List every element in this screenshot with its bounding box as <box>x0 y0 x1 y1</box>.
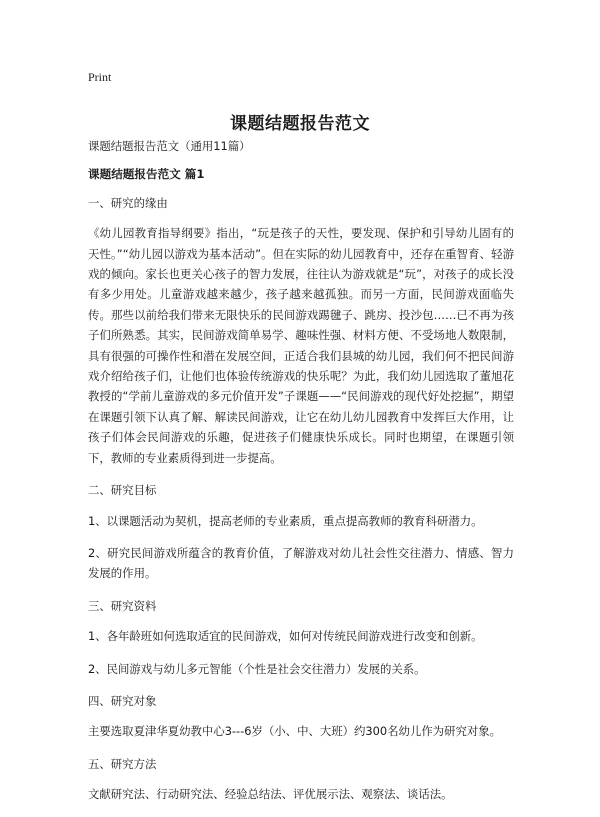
section-heading: 二、研究目标 <box>88 483 157 498</box>
paragraph: 主要选取夏津华夏幼教中心3---6岁（小、中、大班）约300名幼儿作为研究对象。 <box>88 724 502 739</box>
print-link[interactable]: Print <box>88 70 112 84</box>
paragraph: 2、研究民间游戏所蕴含的教育价值，了解游戏对幼儿社会性交往潜力、情感、智力发展的作用。 <box>88 545 514 581</box>
paragraph: 1、各年龄班如何选取适宜的民间游戏，如何对传统民间游戏进行改变和创新。 <box>88 629 483 644</box>
paragraph: 1、以课题活动为契机，提高老师的专业素质，重点提高教师的教育科研潜力。 <box>88 513 483 528</box>
page-title: 课题结题报告范文 <box>230 114 370 135</box>
paragraph: 2、民间游戏与幼儿多元智能（个性是社会交往潜力）发展的关系。 <box>88 661 426 676</box>
section-heading: 四、研究对象 <box>88 693 157 708</box>
document-body <box>88 136 514 817</box>
section-heading: 五、研究方法 <box>88 756 157 771</box>
section-heading: 三、研究资料 <box>88 598 157 613</box>
document-subtitle: 课题结题报告范文（通用11篇） <box>88 139 251 153</box>
article-heading: 课题结题报告范文 篇1 <box>88 167 205 182</box>
paragraph: 文献研究法、行动研究法、经验总结法、评优展示法、观察法、谈话法。 <box>88 787 453 802</box>
section-heading: 一、研究的缘由 <box>88 195 168 210</box>
paragraph: 《幼儿园教育指导纲要》指出，“玩是孩子的天性，要发现、保护和引导幼儿固有的天性。”“幼儿园以游戏为基本活动”。但在实际的幼儿园教育中，还存在重智育、轻游戏的倾向。家长也更关心孩子的智力发展，往往认为游戏就是“玩”，对孩子的成长没有多少用处。儿童游戏越来越少，孩子越来越孤独。而另一方面，民间游戏面临失传。那些以前给我们带来无限快乐的民间游戏踢毽子、跳房、投沙包……已不再为孩子们所熟悉。其实，民间游戏简单易学、趣味性强、材料方便、不受场地人数限制，具有很强的可操作性和潜在发展空间，正适合我们县城的幼儿园，我们何不把民间游戏介绍给孩子们，让他们也体验传统游戏的快乐呢？为此，我们幼儿园选取了董旭花教授的“学前儿童游戏的多元价值开发”子课题——“民间游戏的现代好处挖掘”，期望在课题引领下认真了解、解读民间游戏，让它在幼儿幼儿园教育中发挥巨大作用，让孩子们体会民间游戏的乐趣，促进孩子们健康快乐成长。同时也期望，在课题引领下，教师的专业素质得到进一步提高。 <box>88 226 514 465</box>
